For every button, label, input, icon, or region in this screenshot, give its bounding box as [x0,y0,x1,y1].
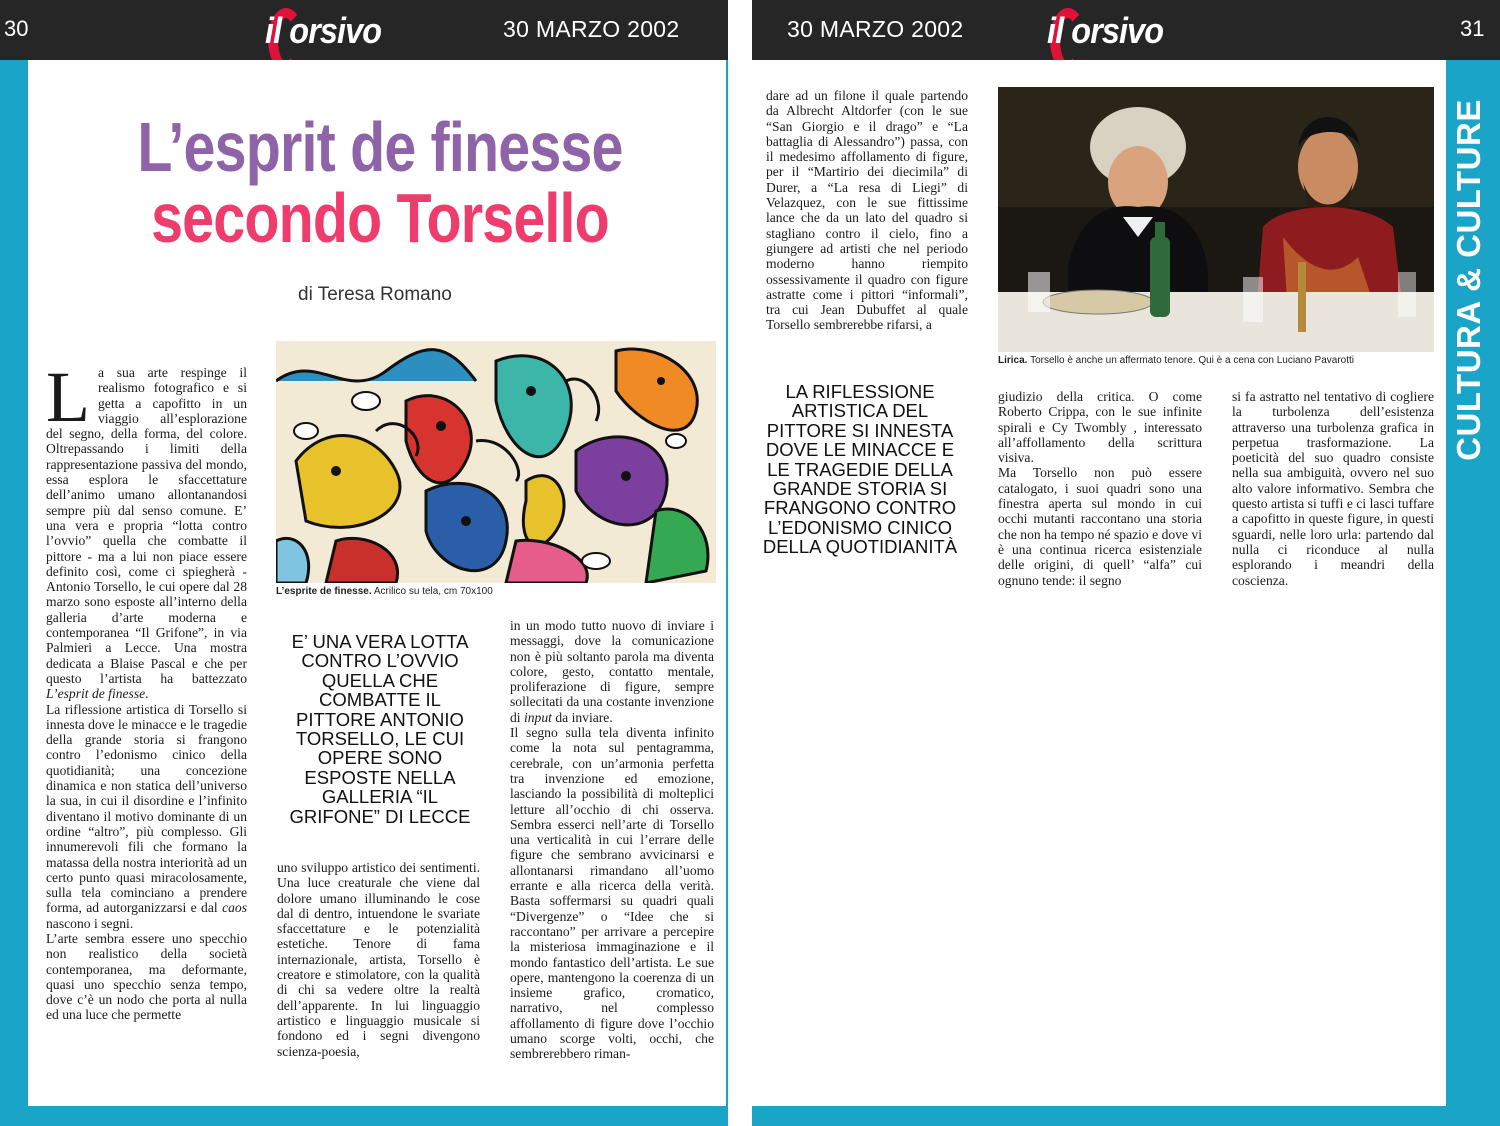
dinner-photo [998,87,1434,352]
article-title-line2: secondo Torsello [151,179,609,257]
caption-text: Torsello è anche un affermato tenore. Qui è a cena con Luciano Pavarotti [1030,355,1354,366]
paragraph: uno sviluppo artistico dei sentimenti. Una luce creaturale che viene dal dolore umano illuminando le cose dal di dentro, intuendone le svariate sfaccettature e le potenzialità estetiche. Tenore di fama internazionale, artista, Torsello è creatore e stimolatore, con la qualità di chi sa vedere oltre la realtà dell’apparente. In lui linguaggio artistico e linguaggio musicale si fondono ed i segni divengono scienza-poesia, [277,860,480,1059]
paragraph: giudizio della critica. O come Roberto Crippa, con le sue infinite spirali e Cy Twombly , interessato all’affollamento della scrittura visiva. [998,389,1202,466]
byline: di Teresa Romano [298,284,452,305]
logo-text: il orsivo [1047,10,1164,51]
abstract-painting [276,341,716,583]
left-page [0,0,728,1126]
page-number: 30 [4,16,29,41]
italic-word: caos [222,900,247,916]
caption-bold: Lirica. [998,355,1028,366]
paragraph: si fa astratto nel tentativo di cogliere la turbolenza dell’esistenza attraverso una turbolenza grafica in perpetua trasformazione. La poeticità del suo quadro consiste nella sua ambiguità, ovvero nel suo alto valore informativo. Sembra che questo artista si tuffi e ci lasci tuffare a capofitto in queste figure, in questi sguardi, nelle loro urla: partendo dal nulla ci riconduce al nulla esplorando i meandri della coscienza. [1232,389,1434,588]
paragraph: a sua arte respinge il realismo fotografico e si getta a capofitto in un viaggio all’esplorazione del segno, della forma, del colore. Oltrepassando i limiti della rappresentazione passiva del mondo, essa esplora le sfaccettature dell’animo umano allontanandosi sempre più dal senso comune. E’ una vera e propria “lotta contro l’ovvio” quella che combatte il pittore - ma a lui non piace essere definito così, come ci spiegherà - Antonio Torsello, le cui opere dal 28 marzo sono esposte all’interno della galleria d’arte moderna e contemporanea “Il Grifone”, in via Palmieri a Lecce. Una mostra dedicata a Blaise Pascal e che per questo l’artista ha battezzato [46,365,247,686]
paragraph: La riflessione artistica di Torsello si innesta dove le minacce e le tragedie della grande storia si frangono contro l’edonismo cinico della quotidianità; una concezione dinamica e non statica dell’universo la sua, in cui il disordine e l’infinito diventano il motivo dominante di un ordine “altro”, più complesso. Gli innumerevoli fili che formano la matassa della nostra interiorità ad un certo punto quasi miracolosamente, sulla tela cominciano a prendere forma, ad autorganizzarsi e dal [46,701,247,916]
photo-image [998,87,1434,352]
article-column-1: La sua arte respinge il realismo fotografico e si getta a capofitto in un viaggio all’esplorazione del segno, della forma, del colore. Oltrepassando i limiti della rappresentazione passiva del mondo, essa esplora le sfaccettature dell’animo umano allontanandosi sempre più dal senso comune. E’ una vera e propria “lotta contro l’ovvio” quella che combatte il pittore - ma a lui non piace essere definito così, come ci spiegherà - Antonio Torsello, le cui opere dal 28 marzo sono esposte all’interno della galleria d’arte moderna e contemporanea “Il Grifone”, in via Palmieri a Lecce. Una mostra dedicata a Blaise Pascal e che per questo l’artista ha battezzato L’esprit de finesse. La riflessione artistica di Torsello si innesta dove le minacce e le tragedie della grande storia si frangono contro l’edonismo cinico della quotidianità; una concezione dinamica e non statica dell’universo la sua, in cui il disordine e l’infinito diventano il motivo dominante di un ordine “altro”, più complesso. Gli innumerevoli fili che formano la matassa della nostra interiorità ad un certo punto quasi miracolosamente, sulla tela cominciano a prendere forma, ad autorganizzarsi e dal caos nascono i segni. L’arte sembra essere uno specchio non realistico della società contemporanea, ma deformante, quasi uno specchio senza tempo, dove c’è un nodo che porta al nulla ed una luce che permette [46,357,247,1023]
painting-image [276,341,716,583]
paragraph: dare ad un filone il quale partendo da Albrecht Altdorfer (con le sue “San Giorgio e il drago” e “La battaglia di Alessandro”) passa, con il medesimo affollamento di figure, per il “Martirio dei diecimila” di Durer, a “La resa di Liegi” di Velazquez, con le sue fittissime lance che da un lato del quadro si stagliano contro il cielo, fino a giungere ad artisti che nel periodo moderno hanno riempito ossessivamente il quadro con figure astratte come i pittori “informali”, tra cui Jean Dubuffet al quale Torsello sembrerebbe rifarsi, a [766,88,968,333]
photo-caption [998,355,1354,366]
issue-date: 30 MARZO 2002 [787,16,964,42]
section-label: CULTURA & CULTURE [1450,99,1487,461]
article-column-4 [766,88,968,333]
drop-cap: L [46,357,90,437]
pull-quote: LA RIFLESSIONE ARTISTICA DEL PITTORE SI INNESTA DOVE LE MINACCE E LE TRAGEDIE DELLA GRANDE STORIA SI FRANGONO CONTRO L’EDONISMO CINICO DELLA QUOTIDIANITÀ [762,381,958,558]
caption-bold: L’esprite de finesse. [276,586,372,597]
article-column-6 [1232,389,1434,588]
paragraph-end: da inviare. [555,709,613,725]
paragraph: L’arte sembra essere uno specchio non realistico della società contemporanea, ma deformante, quasi uno specchio senza tempo, dove c’è un nodo che porta al nulla ed una luce che permette [46,930,247,1023]
caption-text: Acrilico su tela, cm 70x100 [373,586,493,597]
article-title-line1: L’esprit de finesse [137,108,623,186]
italic-title: L’esprit de finesse [46,686,146,702]
right-page [752,0,1500,1126]
italic-word: input [523,709,552,725]
logo-text: il orsivo [265,10,382,51]
paragraph: Il segno sulla tela diventa infinito come la nota sul pentagramma, cerebrale, con un’armonia perfetta tra invenzione ed emozione, lasciando la possibilità di molteplici letture all’occhio di chi osserva. Sembra esserci nell’arte di Torsello una verticalità in cui l’errare delle figure che sembrano avvicinarsi e allontanarsi rimandano all’uomo errante e alla ricerca della verità. Basta soffermarsi su quadri quali “Divergenze” o “Idee che si raccontano” per arrivare a percepire la misteriosa immaginazione e il mondo fantastico dell’artista. Le sue opere, mantengono la coerenza di un insieme grafico, cromatico, narrativo, nel complesso affollamento di figure dove l’occhio umano scorge volti, occhi, che sembrerebbero riman- [510,725,714,1062]
header-bar [0,0,728,60]
article-column-3 [510,618,714,1062]
paragraph-end: nascono i segni. [46,915,134,931]
paragraph: in un modo tutto nuovo di inviare i messaggi, dove la comunicazione non è più soltanto parola ma diventa colore, gesto, contatto mentale, proliferazione di figure, sempre sollecitati da una costante invenzione di [510,618,714,725]
issue-date: 30 MARZO 2002 [503,16,680,42]
article-column-5 [998,389,1202,588]
section-sidebar [1449,99,1489,461]
page-gutter [728,0,752,1126]
painting-caption [276,586,493,597]
pull-quote: E’ UNA VERA LOTTA CONTRO L’OVVIO QUELLA CHE COMBATTE IL PITTORE ANTONIO TORSELLO, LE CUI OPERE SONO ESPOSTE NELLA GALLERIA “IL GRIFONE” DI LECCE [289,631,471,827]
paragraph: Ma Torsello non può essere catalogato, i suoi quadri sono una finestra aperta sul mondo in cui occhi mutanti raccontano una storia che non ha tempo né spazio e dove vi è una continua ricerca esistenziale delle origini, di quell’ “alfa” cui ognuno tende: il segno [998,465,1202,588]
page-number: 31 [1460,16,1485,41]
header-bar [752,0,1500,60]
article-column-2 [277,860,480,1059]
